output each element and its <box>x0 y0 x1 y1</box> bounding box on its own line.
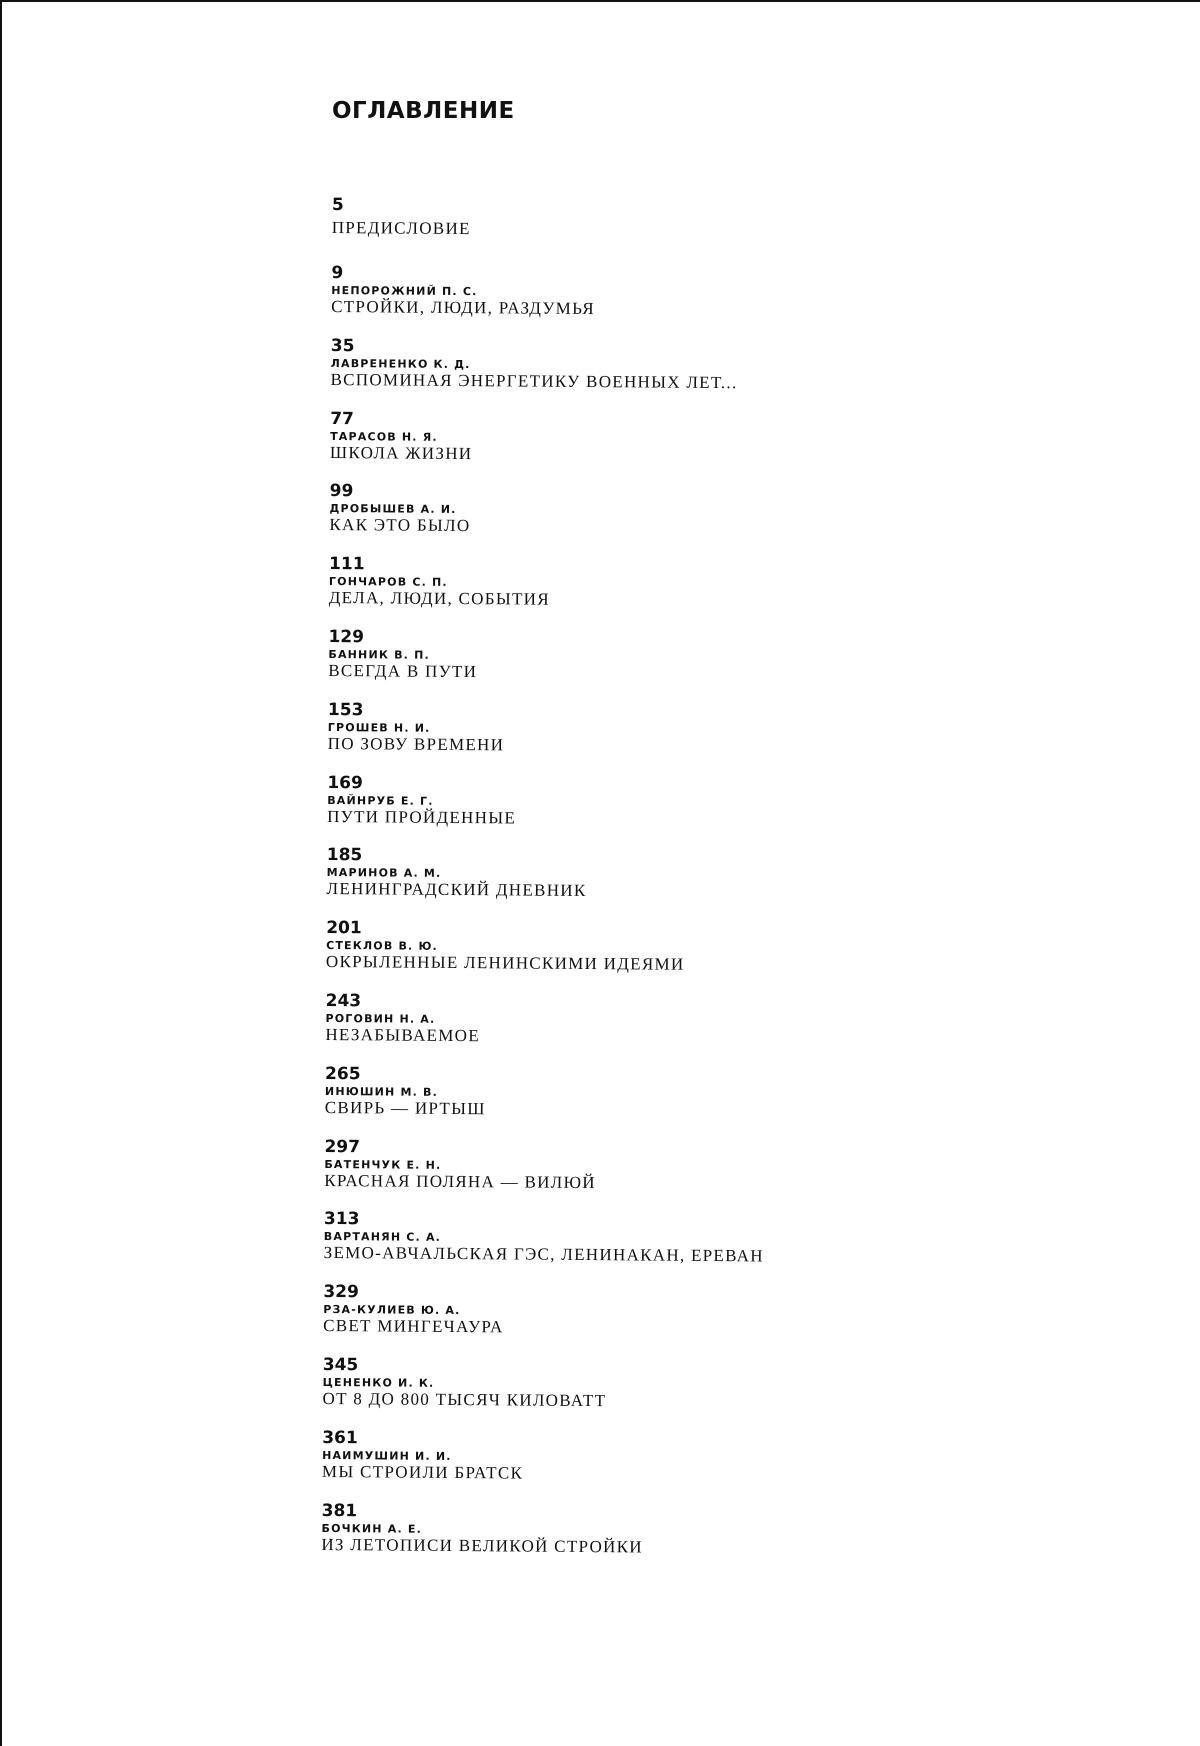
entry-page-number: 129 <box>328 626 365 648</box>
entry-page-number: 381 <box>321 1500 358 1521</box>
entry-page-number: 77 <box>330 408 354 429</box>
entry-author: НАИМУШИН И. И. <box>322 1448 452 1463</box>
entry-page-number: 345 <box>322 1354 359 1376</box>
entry-page-number: 313 <box>323 1209 360 1230</box>
entry-title: СВЕТ МИНГЕЧАУРА <box>323 1316 504 1337</box>
toc-entry <box>326 844 887 921</box>
entry-title: ЗЕМО-АВЧАЛЬСКАЯ ГЭС, ЛЕНИНАКАН, ЕРЕВАН <box>323 1243 764 1266</box>
page-border-top <box>0 0 1200 2</box>
entry-page-number: 99 <box>329 481 354 502</box>
toc-entry <box>328 626 889 703</box>
toc-entry <box>323 1281 884 1358</box>
entry-title: ПО ЗОВУ ВРЕМЕНИ <box>327 733 505 755</box>
toc-entry <box>327 699 888 776</box>
page-border-left <box>0 0 2 1746</box>
entry-title: СВИРЬ — ИРТЫШ <box>324 1097 486 1119</box>
toc-entry <box>325 990 886 1067</box>
entry-page-number: 243 <box>325 990 362 1012</box>
entry-title: ПУТИ ПРОЙДЕННЫЕ <box>327 806 517 828</box>
preface-page-number: 5 <box>331 194 344 216</box>
entry-page-number: 201 <box>326 918 362 939</box>
toc-entry <box>323 1208 884 1285</box>
toc-entry <box>330 408 891 485</box>
toc-entry <box>322 1427 883 1504</box>
entry-page-number: 35 <box>330 335 355 356</box>
entry-title: КРАСНАЯ ПОЛЯНА — ВИЛЮЙ <box>324 1170 596 1192</box>
entry-page-number: 9 <box>331 262 344 284</box>
entry-title: ВСЕГДА В ПУТИ <box>328 660 478 682</box>
entry-author: ЛАВРЕНЕНКО К. Д. <box>330 356 471 371</box>
entry-page-number: 111 <box>329 554 365 575</box>
toc-entry <box>322 1354 883 1431</box>
entry-author: РОГОВИН Н. А. <box>325 1011 436 1026</box>
entry-title: СТРОЙКИ, ЛЮДИ, РАЗДУМЬЯ <box>331 296 596 319</box>
entry-author: БАТЕНЧУК Е. Н. <box>324 1157 442 1172</box>
entry-author: ДРОБЫШЕВ А. И. <box>329 502 457 517</box>
entry-title: ЛЕНИНГРАДСКИЙ ДНЕВНИК <box>326 879 587 901</box>
entry-author: ЦЕНЕНКО И. К. <box>322 1375 435 1390</box>
entry-title: КАК ЭТО БЫЛО <box>329 515 471 536</box>
toc-entry <box>326 917 887 994</box>
entry-author: ГРОШЕВ Н. И. <box>327 720 431 735</box>
toc-entry <box>324 1136 885 1213</box>
entry-title: МЫ СТРОИЛИ БРАТСК <box>321 1461 524 1483</box>
toc-entry <box>327 772 888 849</box>
entry-author: ВАРТАНЯН С. А. <box>323 1230 442 1245</box>
toc-entry <box>330 335 891 412</box>
toc-heading: ОГЛАВЛЕНИЕ <box>332 98 515 124</box>
entry-author: БАННИК В. П. <box>328 647 430 662</box>
toc-entry <box>331 262 892 339</box>
entry-author: РЗА-КУЛИЕВ Ю. А. <box>323 1303 461 1318</box>
entry-title: ДЕЛА, ЛЮДИ, СОБЫТИЯ <box>328 588 550 609</box>
toc-entry <box>325 1063 886 1140</box>
entry-title: ОТ 8 ДО 800 ТЫСЯЧ КИЛОВАТТ <box>322 1388 607 1411</box>
entry-page-number: 265 <box>325 1063 361 1085</box>
entry-page-number: 361 <box>322 1427 358 1448</box>
entry-title: ИЗ ЛЕТОПИСИ ВЕЛИКОЙ СТРОЙКИ <box>321 1534 643 1557</box>
toc-entry <box>329 480 890 557</box>
entry-author: ГОНЧАРОВ С. П. <box>328 575 448 590</box>
preface-title: ПРЕДИСЛОВИЕ <box>331 217 471 239</box>
toc-entry <box>321 1500 882 1577</box>
entry-title: ВСПОМИНАЯ ЭНЕРГЕТИКУ ВОЕННЫХ ЛЕТ... <box>330 369 738 392</box>
entry-author: ВАЙНРУБ Е. Г. <box>327 793 434 808</box>
entry-author: МАРИНОВ А. М. <box>326 866 442 881</box>
entry-page-number: 329 <box>323 1282 359 1303</box>
entry-author: СТЕКЛОВ В. Ю. <box>326 939 439 954</box>
toc-entry <box>329 553 890 630</box>
entry-title: ОКРЫЛЕННЫЕ ЛЕНИНСКИМИ ИДЕЯМИ <box>325 952 685 974</box>
entry-title: НЕЗАБЫВАЕМОЕ <box>325 1024 481 1046</box>
entry-page-number: 169 <box>327 772 363 793</box>
entry-title: ШКОЛА ЖИЗНИ <box>329 442 473 463</box>
entry-author: БОЧКИН А. Е. <box>321 1521 423 1536</box>
entry-author: ТАРАСОВ Н. Я. <box>330 429 438 444</box>
entry-author: НЕПОРОЖНИЙ П. С. <box>331 283 478 299</box>
entry-page-number: 297 <box>324 1136 361 1157</box>
entry-page-number: 185 <box>326 845 363 866</box>
toc-preface <box>331 194 892 266</box>
toc-list <box>321 194 892 1577</box>
entry-author: ИНЮШИН М. В. <box>324 1084 439 1099</box>
entry-page-number: 153 <box>327 699 364 721</box>
